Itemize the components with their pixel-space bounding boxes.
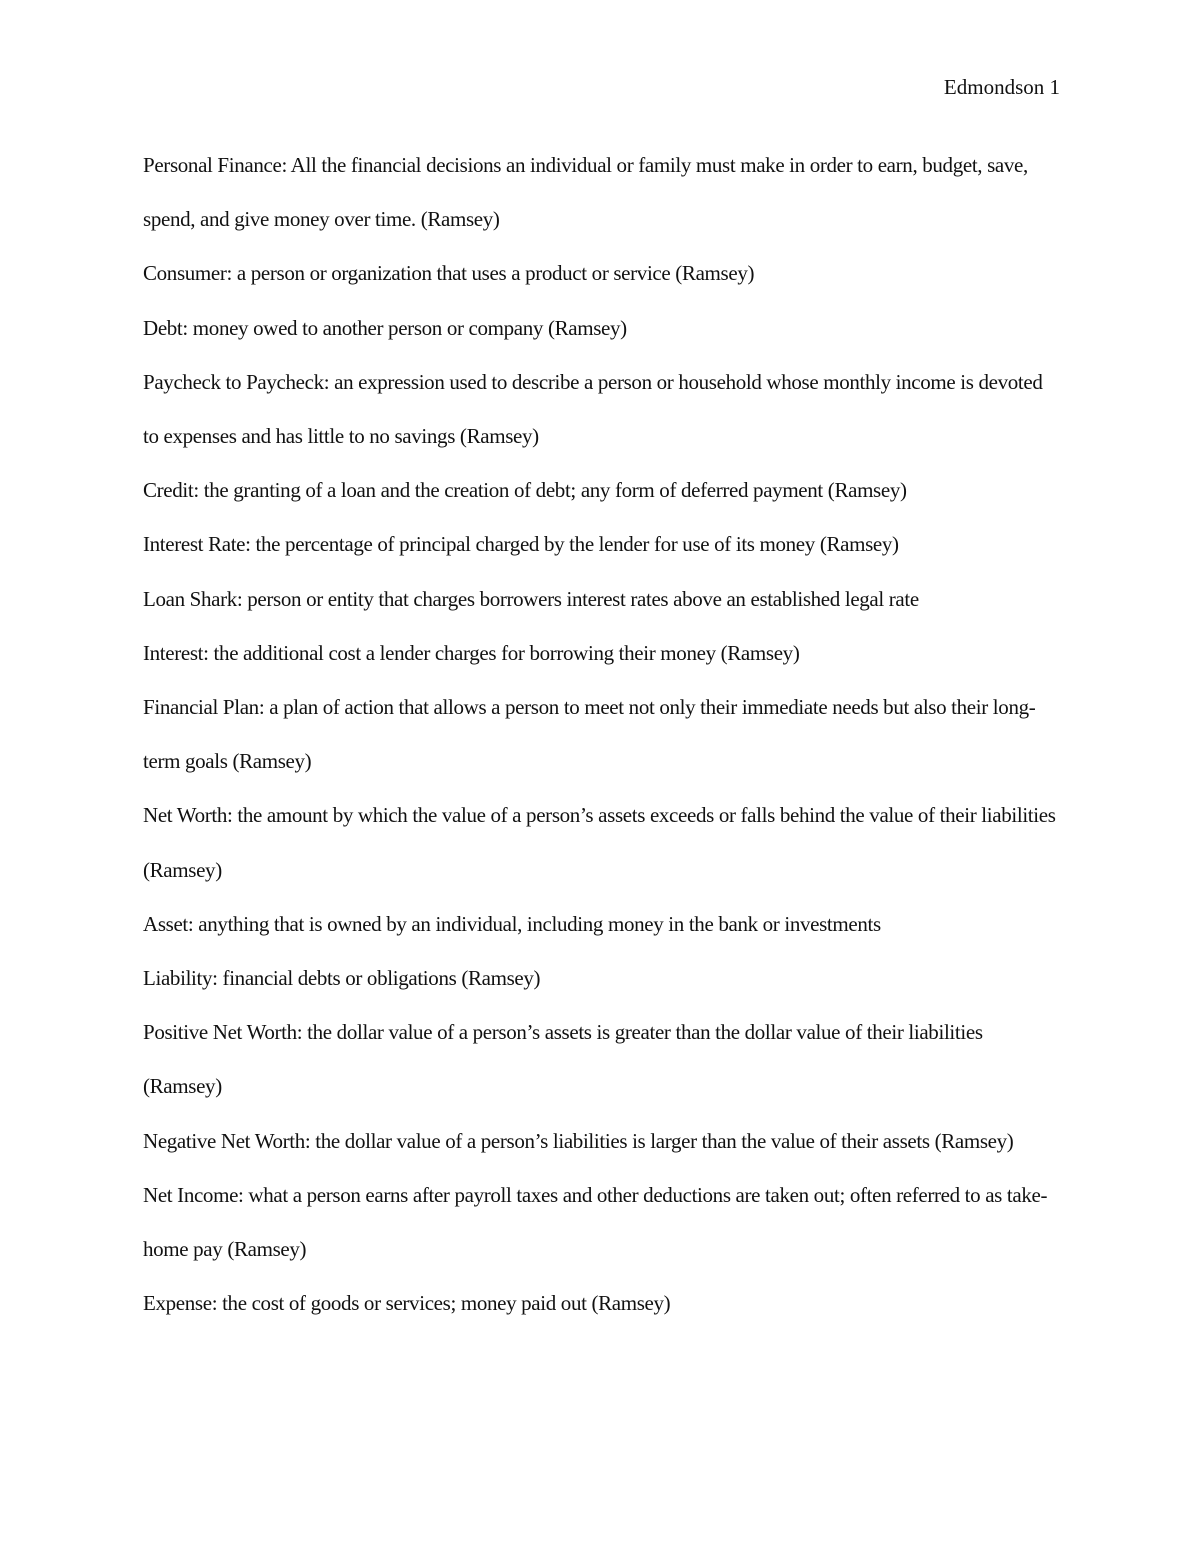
glossary-body — [143, 138, 1063, 1330]
entry-paycheck-to-paycheck: Paycheck to Paycheck: an expression used to describe a person or household whose monthly income is devoted to expenses and has little to no savings (Ramsey) — [143, 369, 1043, 449]
entry-credit: Credit: the granting of a loan and the creation of debt; any form of deferred payment (Ramsey) — [143, 478, 907, 503]
entry-negative-net-worth: Negative Net Worth: the dollar value of a person’s liabilities is larger than the value of their assets (Ramsey) — [143, 1128, 1014, 1153]
entry-personal-finance: Personal Finance: All the financial decisions an individual or family must make in order to earn, budget, save, spend, and give money over time. (Ramsey) — [143, 153, 1028, 232]
entry-expense: Expense: the cost of goods or services; money paid out (Ramsey) — [143, 1291, 671, 1316]
entry-net-worth: Net Worth: the amount by which the value of a person’s assets exceeds or falls behind the value of their liabilities (Ramsey) — [143, 803, 1056, 882]
entry-positive-net-worth: Positive Net Worth: the dollar value of a person’s assets is greater than the dollar value of their liabilities (Ramsey) — [143, 1020, 983, 1099]
entry-asset: Asset: anything that is owned by an individual, including money in the bank or investments — [143, 911, 881, 936]
entry-liability: Liability: financial debts or obligations (Ramsey) — [143, 966, 541, 991]
entry-debt: Debt: money owed to another person or company (Ramsey) — [143, 315, 627, 340]
entry-loan-shark: Loan Shark: person or entity that charges borrowers interest rates above an established legal rate — [143, 586, 919, 611]
entry-interest: Interest: the additional cost a lender charges for borrowing their money (Ramsey) — [143, 640, 800, 665]
entry-consumer: Consumer: a person or organization that uses a product or service (Ramsey) — [143, 261, 755, 286]
entry-interest-rate: Interest Rate: the percentage of principal charged by the lender for use of its money (Ramsey) — [143, 532, 899, 557]
running-head: Edmondson 1 — [943, 75, 1060, 99]
entry-financial-plan: Financial Plan: a plan of action that allows a person to meet not only their immediate needs but also their long-term goals (Ramsey) — [143, 695, 1036, 774]
entry-net-income: Net Income: what a person earns after payroll taxes and other deductions are taken out; often referred to as take-home pay (Ramsey) — [143, 1182, 1048, 1262]
